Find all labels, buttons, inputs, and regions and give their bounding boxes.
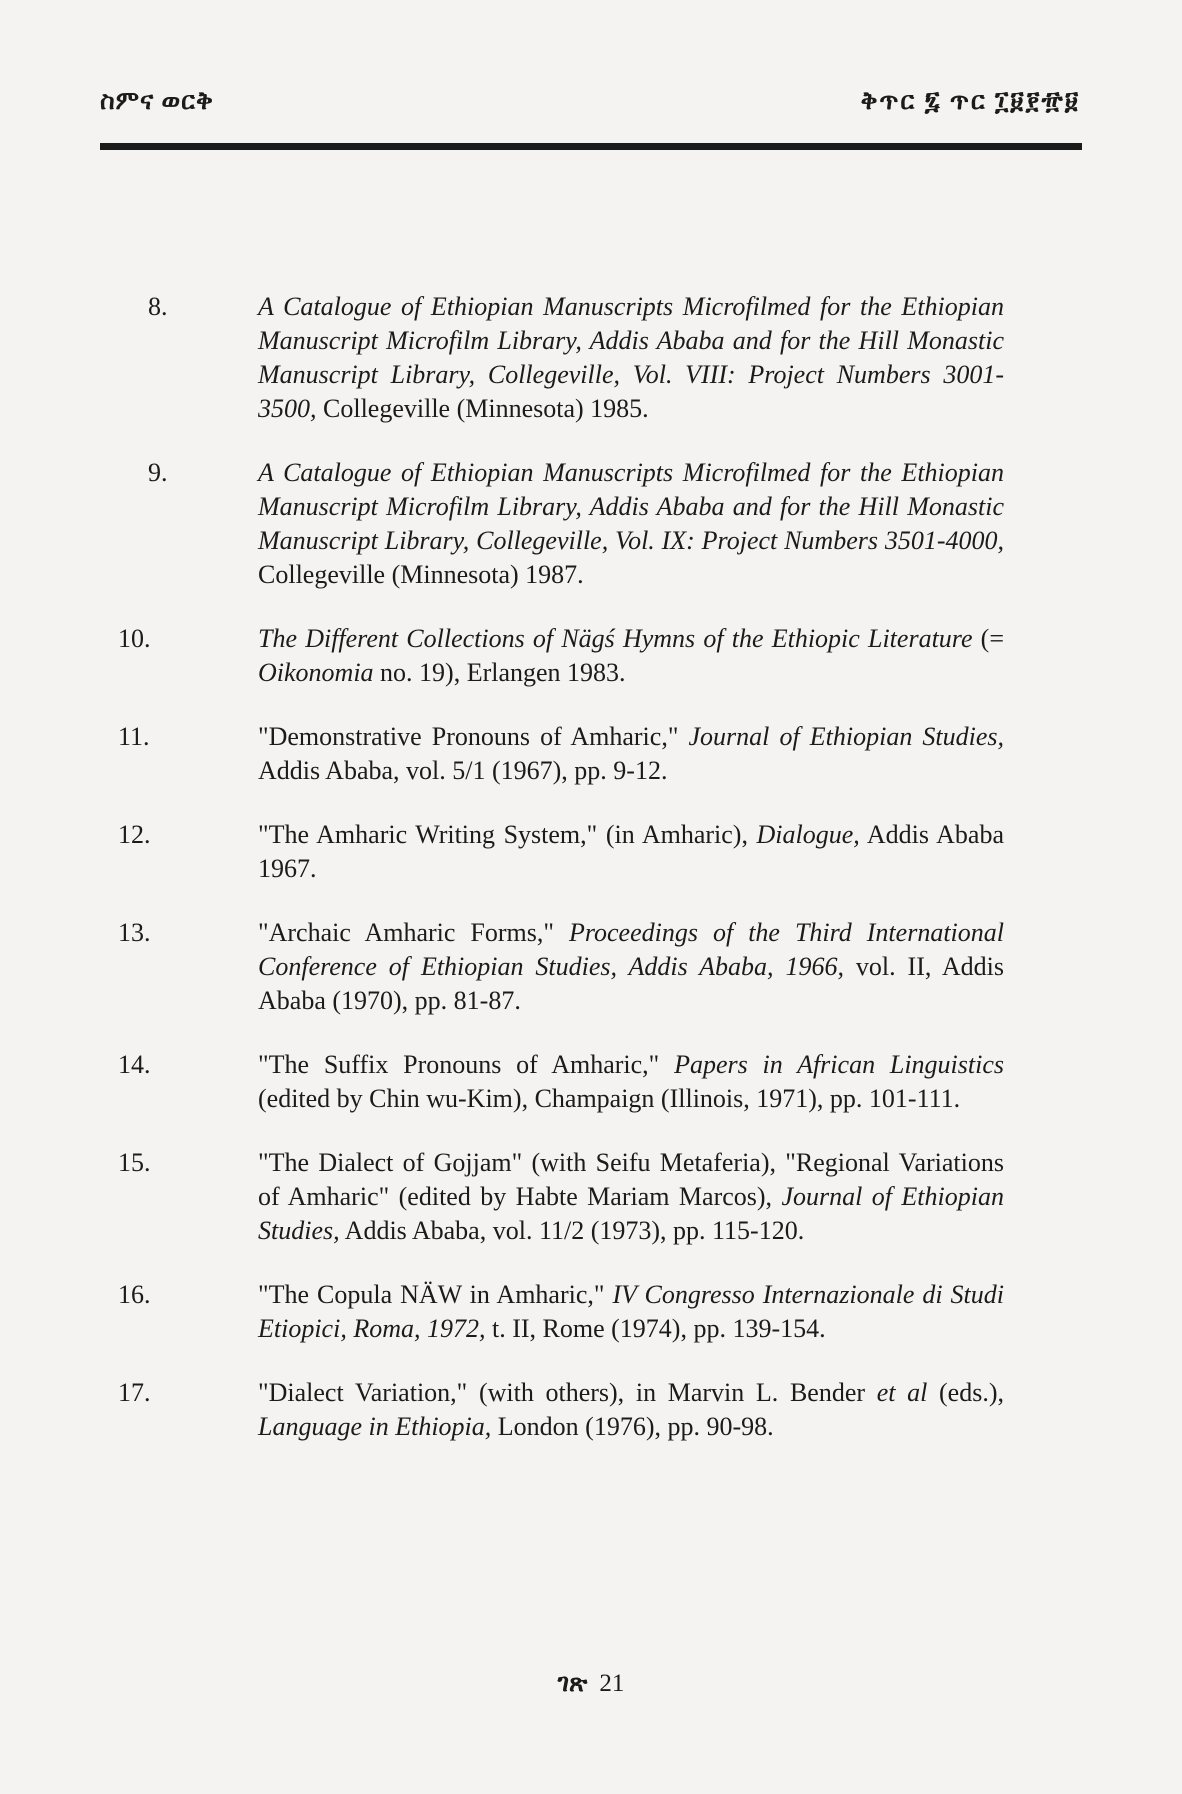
entry-number: 16.	[118, 1280, 151, 1309]
bibliography-entry	[118, 290, 1004, 426]
bibliography-entry	[118, 1376, 1004, 1444]
entry-number: 10.	[118, 624, 151, 653]
bibliography-entry	[118, 818, 1004, 886]
page-number: 21	[599, 1670, 625, 1697]
entry-number: 12.	[118, 820, 151, 849]
entry-connector: (eds.),	[927, 1378, 1004, 1407]
entry-title: A Catalogue of Ethiopian Manuscripts Microfilmed for the Ethiopian Manuscript Microfilm Library, Addis Ababa and for the Hill Monastic Manuscript Library, Collegeville, Vol. VIII: Project Numbers 3001-3500,	[258, 292, 1004, 423]
bibliography-entry	[118, 1146, 1004, 1248]
entry-details: Addis Ababa 1967.	[258, 820, 1004, 883]
entry-number: 17.	[118, 1378, 151, 1407]
entry-article-title: "Dialect Variation," (with others), in Marvin L. Bender	[258, 1378, 877, 1407]
header-issue-date: ቅጥር ፯ ጥር ፲፱፻፹፱	[860, 88, 1080, 115]
entry-number: 9.	[148, 458, 168, 487]
entry-article-title: "Demonstrative Pronouns of Amharic,"	[258, 722, 689, 751]
entry-title: Proceedings of the Third International Conference of Ethiopian Studies, Addis Ababa, 1966,	[258, 918, 1004, 981]
entry-details: vol. II, Addis Ababa (1970), pp. 81-87.	[258, 952, 1004, 1015]
entry-series-title: Oikonomia	[258, 658, 374, 687]
entry-connector: (=	[972, 624, 1004, 653]
running-header	[100, 88, 1080, 128]
entry-number: 13.	[118, 918, 151, 947]
bibliography-list	[118, 290, 1004, 1474]
header-journal-title: ስምና ወርቅ	[100, 88, 214, 115]
entry-number: 11.	[118, 722, 150, 751]
bibliography-entry	[118, 720, 1004, 788]
entry-number: 15.	[118, 1148, 151, 1177]
bibliography-entry	[118, 622, 1004, 690]
entry-title: IV Congresso Internazionale di Studi Etiopici, Roma, 1972,	[258, 1280, 1004, 1343]
entry-number: 14.	[118, 1050, 151, 1079]
entry-details: no. 19), Erlangen 1983.	[373, 658, 626, 687]
entry-article-title: "The Suffix Pronouns of Amharic,"	[258, 1050, 675, 1079]
entry-details: t. II, Rome (1974), pp. 139-154.	[485, 1314, 826, 1343]
entry-title: Papers in African Linguistics	[674, 1050, 1004, 1079]
page-label: ገጽ	[557, 1670, 588, 1697]
bibliography-entry	[118, 456, 1004, 592]
entry-details: Addis Ababa, vol. 5/1 (1967), pp. 9-12.	[258, 756, 668, 785]
entry-article-title: "The Amharic Writing System," (in Amharic),	[258, 820, 757, 849]
entry-title: Journal of Ethiopian Studies,	[258, 1182, 1004, 1245]
entry-title: Language in Ethiopia,	[258, 1412, 492, 1441]
entry-details: Collegeville (Minnesota) 1985.	[316, 394, 649, 423]
entry-title: The Different Collections of Nägś Hymns of the Ethiopic Literature	[258, 624, 973, 653]
entry-title: Journal of Ethiopian Studies,	[688, 722, 1005, 751]
bibliography-entry	[118, 1278, 1004, 1346]
entry-title: Dialogue,	[756, 820, 860, 849]
page-footer	[0, 1670, 1182, 1698]
entry-details: Collegeville (Minnesota) 1987.	[258, 560, 584, 589]
bibliography-entry	[118, 1048, 1004, 1116]
entry-article-title: "The Dialect of Gojjam" (with Seifu Metaferia), "Regional Variations of Amharic" (edited by Habte Mariam Marcos),	[258, 1148, 1004, 1211]
entry-details: (edited by Chin wu-Kim), Champaign (Illinois, 1971), pp. 101-111.	[258, 1084, 961, 1113]
entry-title: A Catalogue of Ethiopian Manuscripts Microfilmed for the Ethiopian Manuscript Microfilm Library, Addis Ababa and for the Hill Monastic Manuscript Library, Collegeville, Vol. IX: Project Numbers 3501-4000,	[258, 458, 1004, 555]
entry-details: Addis Ababa, vol. 11/2 (1973), pp. 115-120.	[339, 1216, 805, 1245]
header-rule	[100, 143, 1082, 150]
entry-article-title: "Archaic Amharic Forms,"	[258, 918, 569, 947]
entry-article-title: "The Copula NÄW in Amharic,"	[258, 1280, 613, 1309]
bibliography-entry	[118, 916, 1004, 1018]
entry-et-al: et al	[876, 1378, 928, 1407]
entry-details: London (1976), pp. 90-98.	[491, 1412, 774, 1441]
entry-number: 8.	[148, 292, 168, 321]
